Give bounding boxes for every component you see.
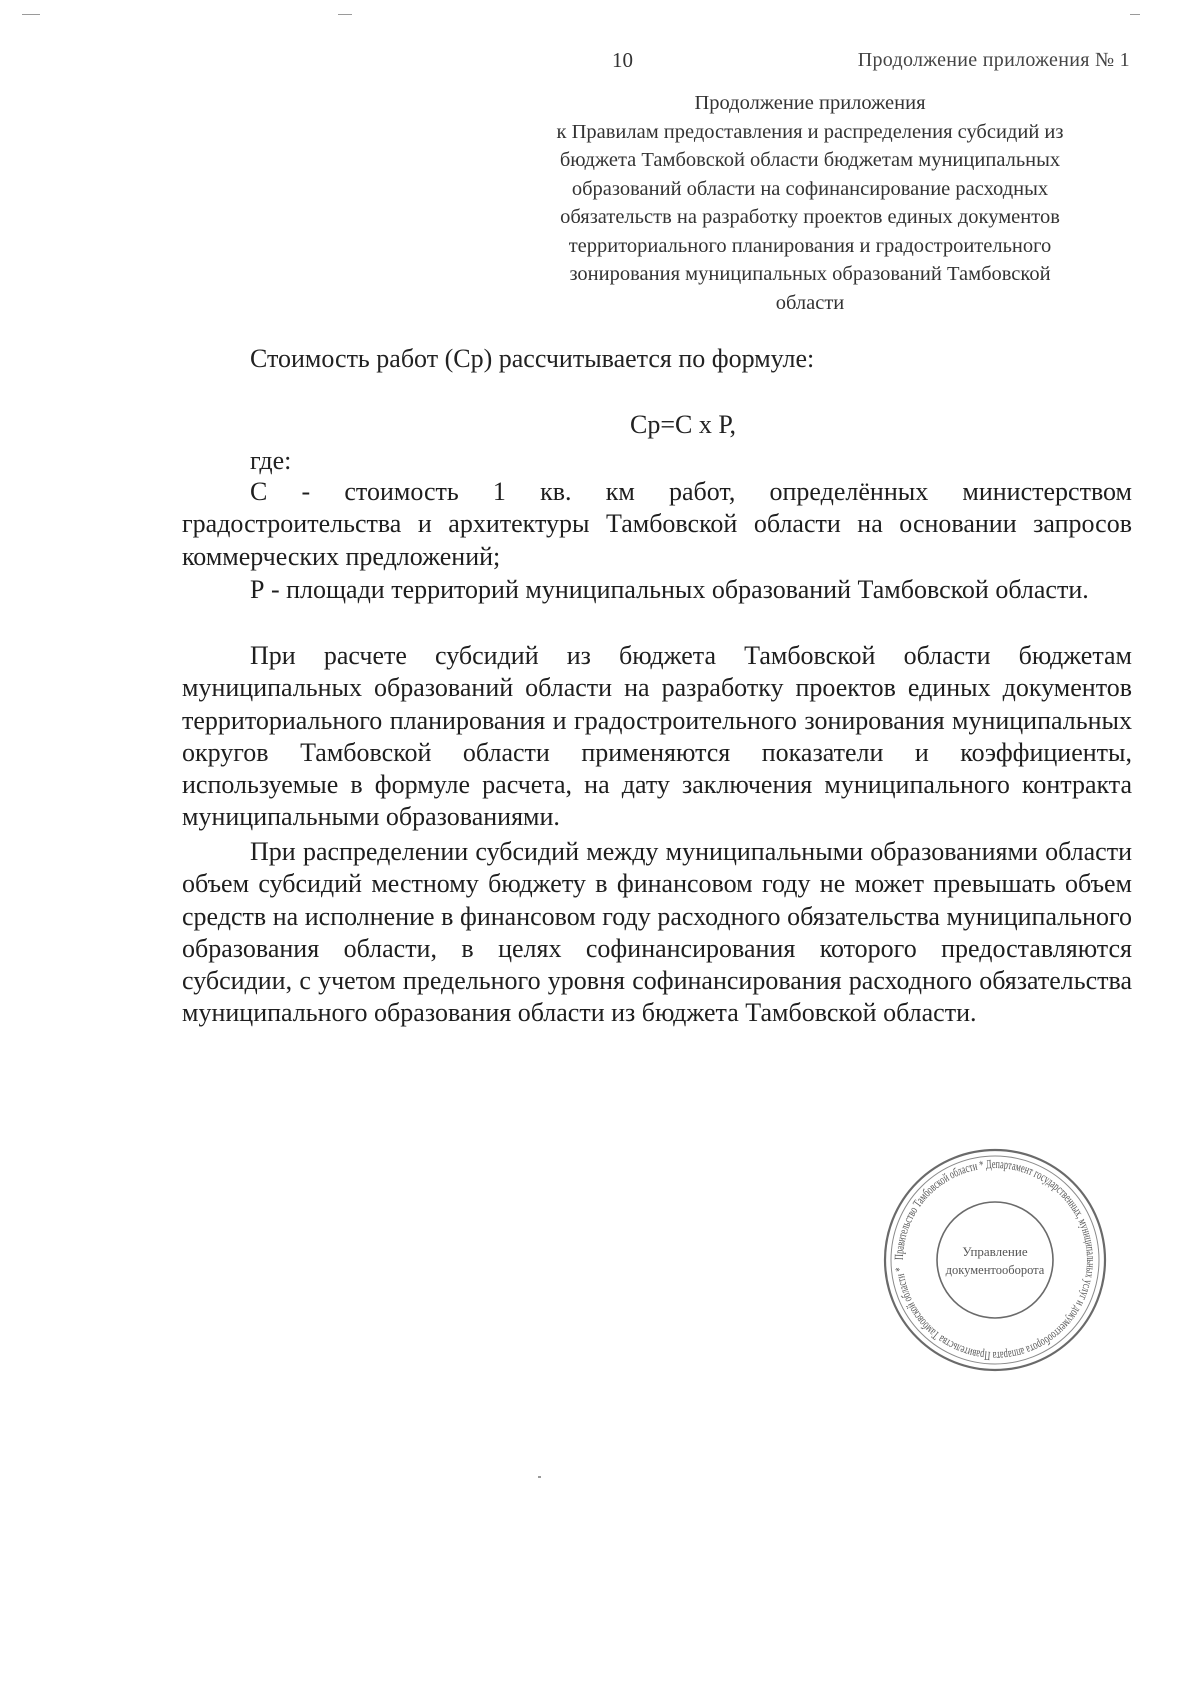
appendix-line: бюджета Тамбовской области бюджетам муниципальных (559, 149, 1061, 171)
formula-intro: Стоимость работ (Ср) рассчитывается по формуле: (250, 344, 815, 373)
appendix-reference-block (510, 89, 1110, 317)
paragraph-subsidy-distribution: При распределении субсидий между муниципальными образованиями области объем субсидий местному бюджету в финансовом году не может превышать объем средств на исполнение в финансовом году расходного обязательства муниципального образования области, в целях софинансирования которого предоставляются субсидии, с учетом предельного уровня софинансирования расходного обязательства муниципального образования области из бюджета Тамбовской области. (182, 837, 1132, 1028)
scan-artifact (1130, 14, 1140, 15)
appendix-line: территориального планирования и градостроительного (568, 234, 1052, 257)
cost-formula: Ср=С х Р, (630, 410, 737, 439)
paragraph-c-definition: С - стоимость 1 кв. км работ, определённых министерством градостроительства и архитектуры Тамбовской области на основании запросов коммерческих предложений; (182, 477, 1132, 571)
stamp-center-line-2: документооборота (945, 1263, 1045, 1277)
appendix-line: образований области на софинансирование расходных (571, 177, 1049, 200)
paragraph-subsidy-calculation: При расчете субсидий из бюджета Тамбовской области бюджетам муниципальных образований области на разработку проектов единых документов территориального планирования и градостроительного зонирования муниципальных округов Тамбовской области применяются показатели и коэффициенты, используемые в формуле расчета, на дату заключения муниципального контракта муниципальными образованиями. (182, 641, 1132, 832)
stamp-outer-text: Правительство Тамбовской области * Департамент государственных, муниципальных услуг и документооборота аппарата Правительства Тамбовской области * (891, 1156, 1099, 1364)
scan-artifact (22, 14, 40, 15)
stamp-seal-graphic (880, 1145, 1110, 1375)
appendix-line: к Правилам предоставления и распределения субсидий из (556, 120, 1064, 143)
appendix-line: Продолжение приложения (694, 92, 926, 114)
official-stamp (880, 1145, 1110, 1375)
appendix-line: области (775, 291, 845, 314)
running-header: Продолжение приложения № 1 (857, 49, 1130, 71)
where-label: где: (250, 446, 292, 475)
paragraph-p-definition: Р - площади территорий муниципальных образований Тамбовской области. (250, 575, 1089, 604)
scan-artifact (338, 14, 352, 15)
scan-artifact (538, 1476, 541, 1478)
appendix-line: обязательств на разработку проектов единых документов (560, 206, 1060, 228)
page-number: 10 (612, 48, 633, 72)
stamp-center-line-1: Управление (962, 1244, 1028, 1259)
appendix-line: зонирования муниципальных образований Тамбовской (569, 263, 1051, 285)
